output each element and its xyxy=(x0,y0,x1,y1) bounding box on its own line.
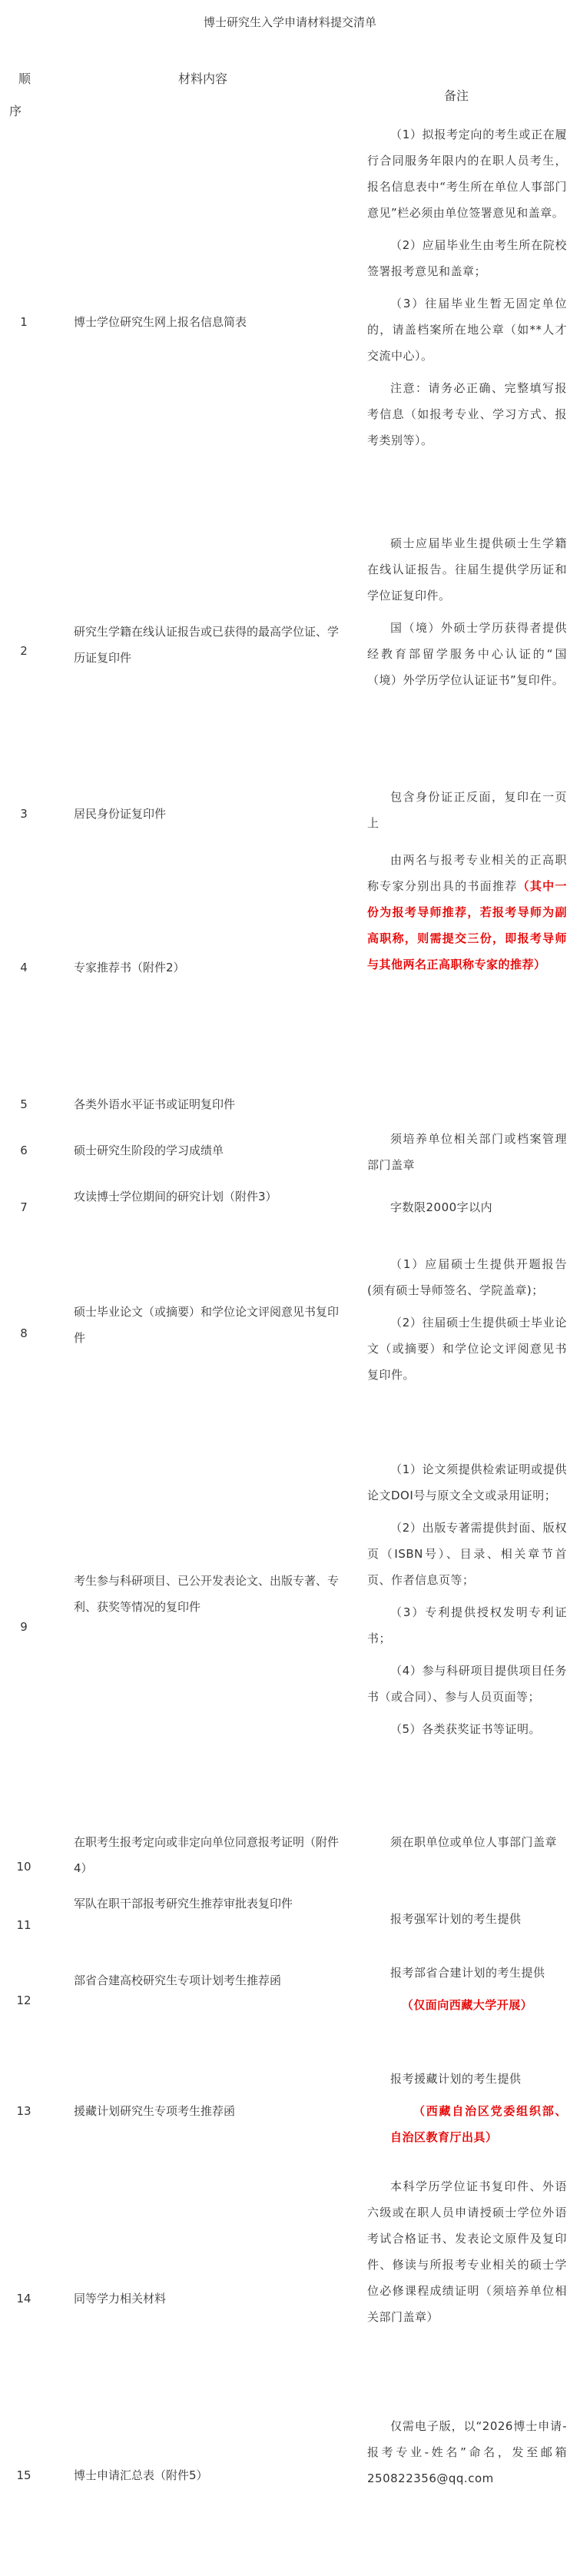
note-text: 报考部省合建计划的考生提供 xyxy=(390,1966,545,1980)
note-text: 仅需电子版，以“2026博士申请-报考专业-姓名”命名，发至邮箱250822356@qq.com xyxy=(367,2419,567,2485)
material-text: 博士申请汇总表（附件5） xyxy=(74,2468,208,2482)
note-block xyxy=(367,1126,567,1184)
note-text: 报考强军计划的考生提供 xyxy=(390,1912,522,1926)
note-text: 国（境）外硕士学历获得者提供经教育部留学服务中心认证的“国（境）外学历学位认证证书”复印件。 xyxy=(367,621,567,687)
note-block xyxy=(367,1829,567,1861)
note-text: 包含身份证正反面，复印在一页上 xyxy=(367,790,567,830)
row-number: 10 xyxy=(16,1860,31,1874)
note-block xyxy=(367,530,567,699)
material-text: 攻读博士学位期间的研究计划（附件3） xyxy=(74,1190,277,1203)
material-text: 居民身份证复印件 xyxy=(74,807,167,821)
note-block xyxy=(367,2413,567,2498)
note-text: 字数限2000字以内 xyxy=(390,1200,493,1214)
note-text: 由两名与报考专业相关的正高职称专家分别出具的书面推荐 xyxy=(367,853,567,893)
row-number: 4 xyxy=(20,961,28,974)
material-text: 在职考生报考定向或非定向单位同意报考证明（附件4） xyxy=(74,1835,340,1875)
note-text: 注意：请务必正确、完整填写报考信息（如报考专业、学习方式、报考类别等）。 xyxy=(367,381,567,447)
note-highlight: （其中一份为报考导师推荐，若报考导师为副高职称，则需提交三份，即报考导师与其他两名正高职称专家的推荐） xyxy=(367,879,567,971)
material-text: 专家推荐书（附件2） xyxy=(74,961,185,974)
material-text: 部省合建高校研究生专项计划考生推荐函 xyxy=(74,1973,282,1987)
note-text: 本科学历学位证书复印件、外语六级或在职人员申请授硕士学位外语考试合格证书、发表论文原件及复印件、修读与所报考专业相关的硕士学位必修课程成绩证明（须培养单位相关部门盖章） xyxy=(367,2179,567,2324)
row-number: 12 xyxy=(16,1993,31,2007)
note-block xyxy=(367,784,567,842)
note-text: （4）参与科研项目提供项目任务书（或合同）、参与人员页面等； xyxy=(367,1664,567,1704)
row-number: 13 xyxy=(16,2104,31,2118)
note-block xyxy=(367,1960,567,2024)
material-text: 考生参与科研项目、已公开发表论文、出版专著、专利、获奖等情况的复印件 xyxy=(74,1574,340,1614)
note-text: 报考援藏计划的考生提供 xyxy=(390,2072,522,2086)
material-text: 硕士毕业论文（或摘要）和学位论文评阅意见书复印件 xyxy=(74,1305,340,1345)
material-text: 援藏计划研究生专项考生推荐函 xyxy=(74,2104,236,2118)
row-number: 3 xyxy=(20,807,28,821)
note-text: （1）拟报考定向的考生或正在履行合同服务年限内的在职人员考生，报名信息表中“考生所在单位人事部门意见”栏必须由单位签署意见和盖章。 xyxy=(367,128,567,220)
material-text: 硕士研究生阶段的学习成绩单 xyxy=(74,1144,224,1157)
note-block xyxy=(367,2173,567,2336)
material-text: 各类外语水平证书或证明复印件 xyxy=(74,1097,236,1111)
note-block xyxy=(367,1456,567,1748)
note-text: （2）出版专著需提供封面、版权页（ISBN号）、目录、相关章节首页、作者信息页等； xyxy=(367,1521,567,1587)
note-text: （3）往届毕业生暂无固定单位的，请盖档案所在地公章（如**人才交流中心）。 xyxy=(367,297,567,363)
note-text: 硕士应届毕业生提供硕士生学籍在线认证报告。往届生提供学历证和学位证复印件。 xyxy=(367,536,567,603)
note-text: （1）应届硕士生提供开题报告(须有硕士导师签名、学院盖章)； xyxy=(367,1257,567,1297)
row-number: 5 xyxy=(20,1097,28,1111)
note-text: （2）往届硕士生提供硕士毕业论文（或摘要）和学位论文评阅意见书复印件。 xyxy=(367,1316,567,1382)
row-number: 9 xyxy=(20,1620,28,1634)
header-seq-2: 序 xyxy=(9,104,22,118)
row-number: 14 xyxy=(16,2292,31,2305)
row-number: 15 xyxy=(16,2468,31,2482)
header-material: 材料内容 xyxy=(178,71,228,86)
note-text: （1）论文须提供检索证明或提供论文DOI号与原文全文或录用证明； xyxy=(367,1462,567,1502)
row-number: 8 xyxy=(20,1326,28,1340)
note-text: （3）专利提供授权发明专利证书； xyxy=(367,1605,567,1645)
note-text: 须在职单位或单位人事部门盖章 xyxy=(390,1835,558,1849)
row-number: 1 xyxy=(20,315,28,329)
material-text: 军队在职干部报考研究生推荐审批表复印件 xyxy=(74,1897,293,1910)
note-block xyxy=(367,121,567,460)
material-text: 博士学位研究生网上报名信息简表 xyxy=(74,315,247,329)
row-number: 11 xyxy=(16,1918,31,1932)
header-note: 备注 xyxy=(444,88,469,103)
note-block xyxy=(367,1251,567,1394)
note-block xyxy=(367,1194,567,1227)
row-number: 7 xyxy=(20,1200,28,1214)
note-paragraph xyxy=(367,847,567,978)
row-number: 2 xyxy=(20,644,28,658)
note-text: （2）应届毕业生由考生所在院校签署报考意见和盖章； xyxy=(367,238,567,278)
note-block xyxy=(367,2066,567,2156)
note-block xyxy=(367,847,567,984)
note-text: 须培养单位相关部门或档案管理部门盖章 xyxy=(367,1132,567,1172)
material-text: 研究生学籍在线认证报告或已获得的最高学位证、学历证复印件 xyxy=(74,625,340,665)
page-title: 博士研究生入学申请材料提交清单 xyxy=(203,15,376,29)
note-highlight: （仅面向西藏大学开展） xyxy=(401,1998,533,2012)
note-block xyxy=(367,1906,567,1938)
material-text: 同等学力相关材料 xyxy=(74,2292,167,2305)
note-highlight: （西藏自治区党委组织部、自治区教育厅出具） xyxy=(390,2104,567,2144)
row-number: 6 xyxy=(20,1144,28,1157)
header-seq-1: 顺 xyxy=(18,71,31,86)
note-text: （5）各类获奖证书等证明。 xyxy=(390,1722,542,1736)
